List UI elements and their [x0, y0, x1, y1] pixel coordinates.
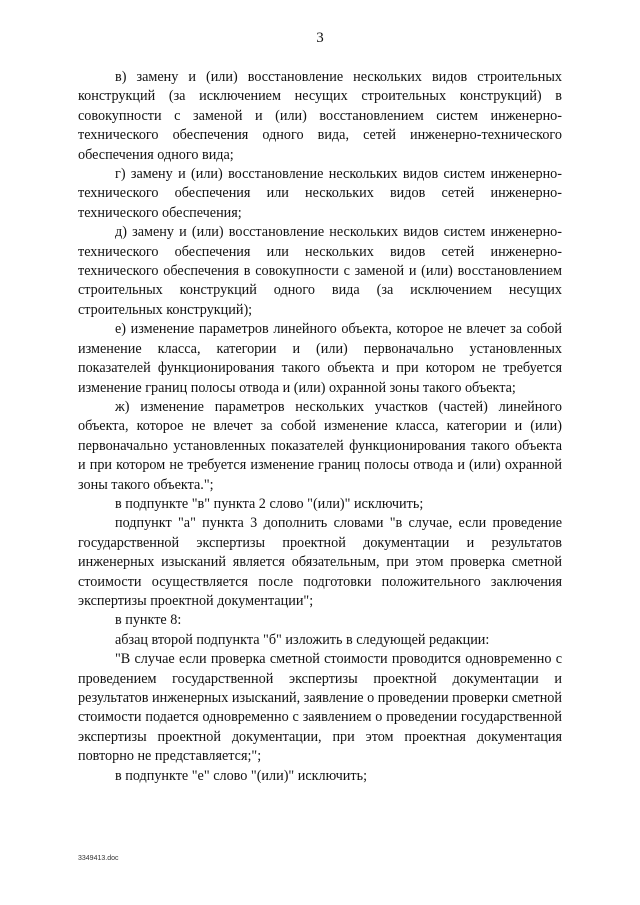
page-number: 3 — [316, 30, 324, 46]
document-body — [78, 68, 562, 786]
paragraph-e: е) изменение параметров линейного объекта, которое не влечет за собой изменение класса, категории и (или) первоначально установленных показателей функционирования такого объекта и при котором не требуется изменение границ полосы отвода и (или) охранной зоны такого объекта; — [78, 321, 562, 396]
document-filename: 3349413.doc — [78, 855, 119, 862]
paragraph-d: д) замену и (или) восстановление нескольких видов систем инженерно-технического обеспечения или нескольких видов сетей инженерно-технического обеспечения в совокупности с заменой и (или) восстановлением строительных конструкций одного вида (за исключением несущих строительных конструкций); — [78, 224, 562, 318]
paragraph-item-2: в подпункте "в" пункта 2 слово "(или)" исключить; — [115, 495, 424, 512]
paragraph-subitem-b: абзац второй подпункта "б" изложить в следующей редакции: — [115, 631, 490, 648]
paragraph-item-8: в пункте 8: — [115, 612, 182, 629]
paragraph-subitem-e: в подпункте "е" слово "(или)" исключить; — [115, 767, 368, 784]
paragraph-g: г) замену и (или) восстановление нескольких видов систем инженерно-технического обеспечения или нескольких видов сетей инженерно-технического обеспечения; — [78, 166, 562, 221]
paragraph-item-3: подпункт "а" пункта 3 дополнить словами "в случае, если проведение государственной экспертизы проектной документации и результатов инженерных изысканий является обязательным, при этом проверка сметной стоимости осуществляется после подготовки положительного заключения экспертизы проектной документации"; — [78, 515, 562, 609]
paragraph-quote: "В случае если проверка сметной стоимости проводится одновременно с проведением государственной экспертизы проектной документации и результатов инженерных изысканий, заявление о проведении проверки сметной стоимости подается одновременно с заявлением о проведении государственной экспертизы проектной документации, при этом проектная документация повторно не представляется;"; — [78, 651, 562, 765]
paragraph-zh: ж) изменение параметров нескольких участков (частей) линейного объекта, которое не влечет за собой изменение класса, категории и (или) первоначально установленных показателей функционирования такого объекта и при котором не требуется изменение границ полосы отвода и (или) охранной зоны такого объекта."; — [78, 398, 562, 493]
paragraph-v: в) замену и (или) восстановление нескольких видов строительных конструкций (за исключением несущих строительных конструкций) в совокупности с заменой и (или) восстановлением систем инженерно-технического обеспечения одного вида, сетей инженерно-технического обеспечения одного вида; — [78, 69, 562, 163]
